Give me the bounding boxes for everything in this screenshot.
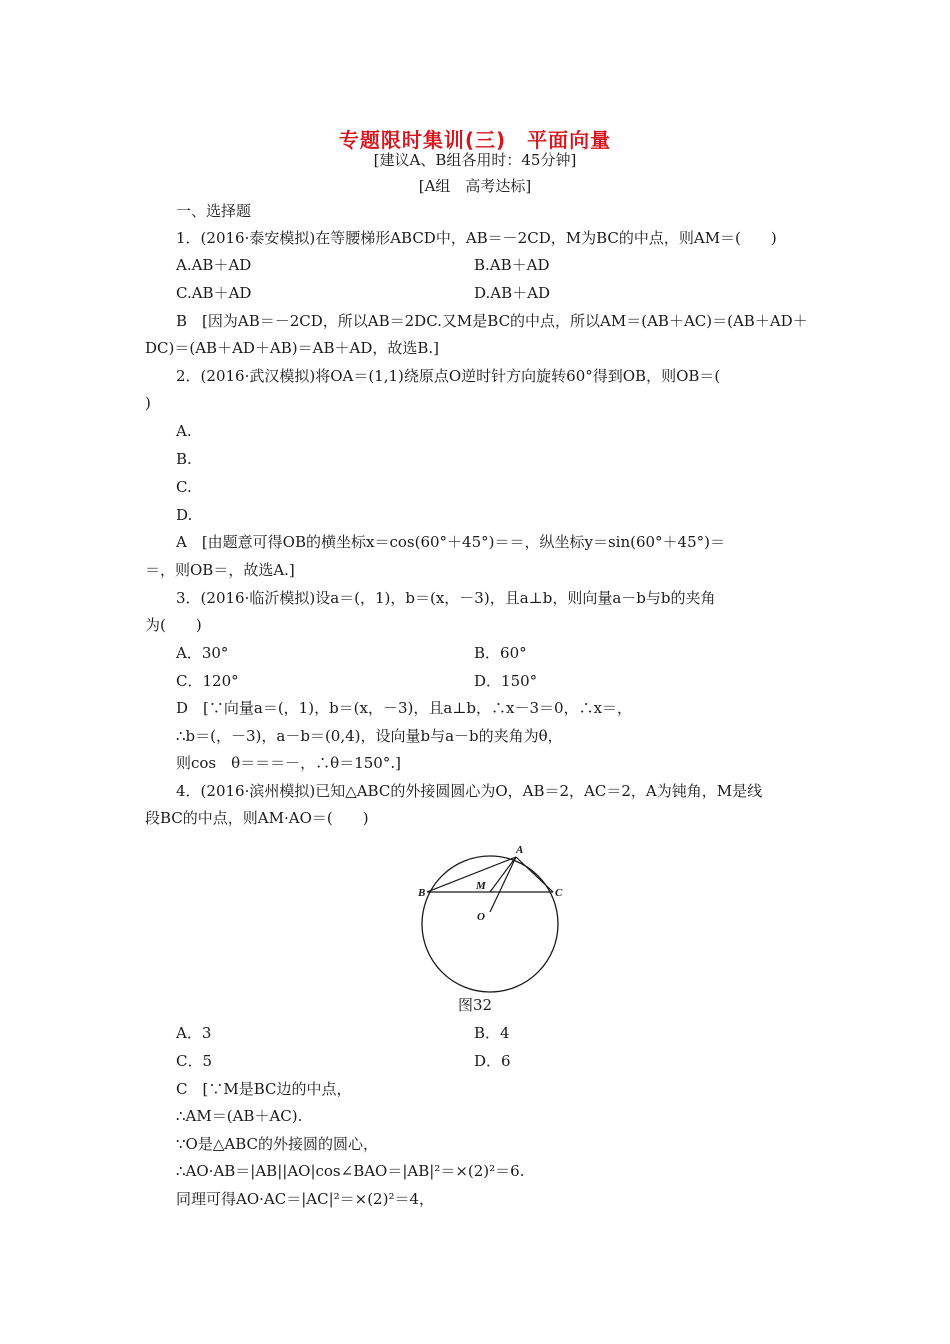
q3-option-c: C．120° bbox=[176, 672, 239, 690]
q2-answer-line2: ＝，则OB＝，故选A.] bbox=[145, 561, 295, 579]
q3-answer-line1: D [∵向量a＝(，1)，b＝(x，－3)，且a⊥b，∴x－3＝0，∴x＝， bbox=[176, 699, 633, 717]
q4-option-a: A．3 bbox=[176, 1024, 212, 1042]
q2-stem-line1: 2．(2016·武汉模拟)将OA＝(1,1)绕原点O逆时针方向旋转60°得到OB，则OB＝( bbox=[176, 367, 721, 385]
q4-answer-line5: 同理可得AO·AC＝|AC|²＝×(2)²＝4， bbox=[176, 1190, 435, 1208]
q3-answer-line2: ∴b＝(，－3)，a－b＝(0,4)，设向量b与a－b的夹角为θ， bbox=[176, 727, 563, 745]
circumcircle bbox=[422, 856, 558, 992]
q1-answer-line1: B [因为AB＝－2CD，所以AB＝2DC.又M是BC的中点，所以AM＝(AB＋AC)＝(AB＋AD＋ bbox=[176, 312, 808, 330]
q3-stem-line1: 3．(2016·临沂模拟)设a＝(，1)，b＝(x，－3)，且a⊥b，则向量a－b与b的夹角 bbox=[176, 589, 716, 607]
q3-option-a: A．30° bbox=[176, 644, 229, 662]
label-b: B bbox=[418, 887, 426, 899]
figure-svg bbox=[410, 836, 570, 996]
label-a: A bbox=[516, 844, 524, 856]
label-c: C bbox=[555, 887, 563, 899]
q4-stem-line2: 段BC的中点，则AM·AO＝( ) bbox=[145, 809, 369, 827]
section-heading: 一、选择题 bbox=[176, 202, 252, 220]
q2-option-b: B. bbox=[176, 450, 192, 468]
figure-caption: 图32 bbox=[458, 996, 493, 1014]
q4-option-b: B．4 bbox=[474, 1024, 510, 1042]
q1-answer-line2: DC)＝(AB＋AD＋AB)＝AB＋AD，故选B.] bbox=[145, 339, 439, 357]
q1-option-a: A.AB＋AD bbox=[176, 256, 252, 274]
q4-option-d: D．6 bbox=[474, 1052, 511, 1070]
q2-stem-line2: ) bbox=[145, 394, 151, 412]
q2-option-d: D. bbox=[176, 506, 193, 524]
page-title: 专题限时集训(三) 平面向量 bbox=[338, 128, 612, 152]
q3-stem-line2: 为( ) bbox=[145, 616, 202, 634]
q4-answer-line4: ∴AO·AB＝|AB||AO|cos∠BAO＝|AB|²＝×(2)²＝6. bbox=[176, 1162, 525, 1180]
q3-option-d: D．150° bbox=[474, 672, 538, 690]
group-heading: [A组 高考达标] bbox=[418, 177, 532, 195]
segment-ac bbox=[516, 857, 553, 892]
q1-option-b: B.AB＋AD bbox=[474, 256, 550, 274]
q3-answer-line3: 则cos θ＝＝＝－，∴θ＝150°.] bbox=[176, 754, 401, 772]
q4-option-c: C．5 bbox=[176, 1052, 213, 1070]
q2-option-a: A. bbox=[176, 422, 192, 440]
q1-stem: 1．(2016·泰安模拟)在等腰梯形ABCD中，AB＝－2CD，M为BC的中点，则AM＝( ) bbox=[176, 229, 777, 247]
q2-option-c: C. bbox=[176, 478, 192, 496]
q3-option-b: B．60° bbox=[474, 644, 527, 662]
label-m: M bbox=[476, 880, 486, 892]
q1-option-c: C.AB＋AD bbox=[176, 284, 252, 302]
q4-answer-line3: ∵O是△ABC的外接圆的圆心， bbox=[176, 1135, 378, 1153]
circumcircle-figure bbox=[410, 836, 570, 996]
q4-answer-line2: ∴AM＝(AB＋AC). bbox=[176, 1107, 303, 1125]
q1-option-d: D.AB＋AD bbox=[474, 284, 550, 302]
q4-answer-line1: C [∵M是BC边的中点， bbox=[176, 1080, 352, 1098]
q4-stem-line1: 4．(2016·滨州模拟)已知△ABC的外接圆圆心为O，AB＝2，AC＝2，A为钝角，M是线 bbox=[176, 782, 763, 800]
q2-answer-line1: A [由题意可得OB的横坐标x＝cos(60°＋45°)＝＝，纵坐标y＝sin(60°＋45°)＝ bbox=[176, 533, 725, 551]
time-note: [建议A、B组各用时：45分钟] bbox=[373, 151, 577, 169]
label-o: O bbox=[477, 911, 485, 923]
